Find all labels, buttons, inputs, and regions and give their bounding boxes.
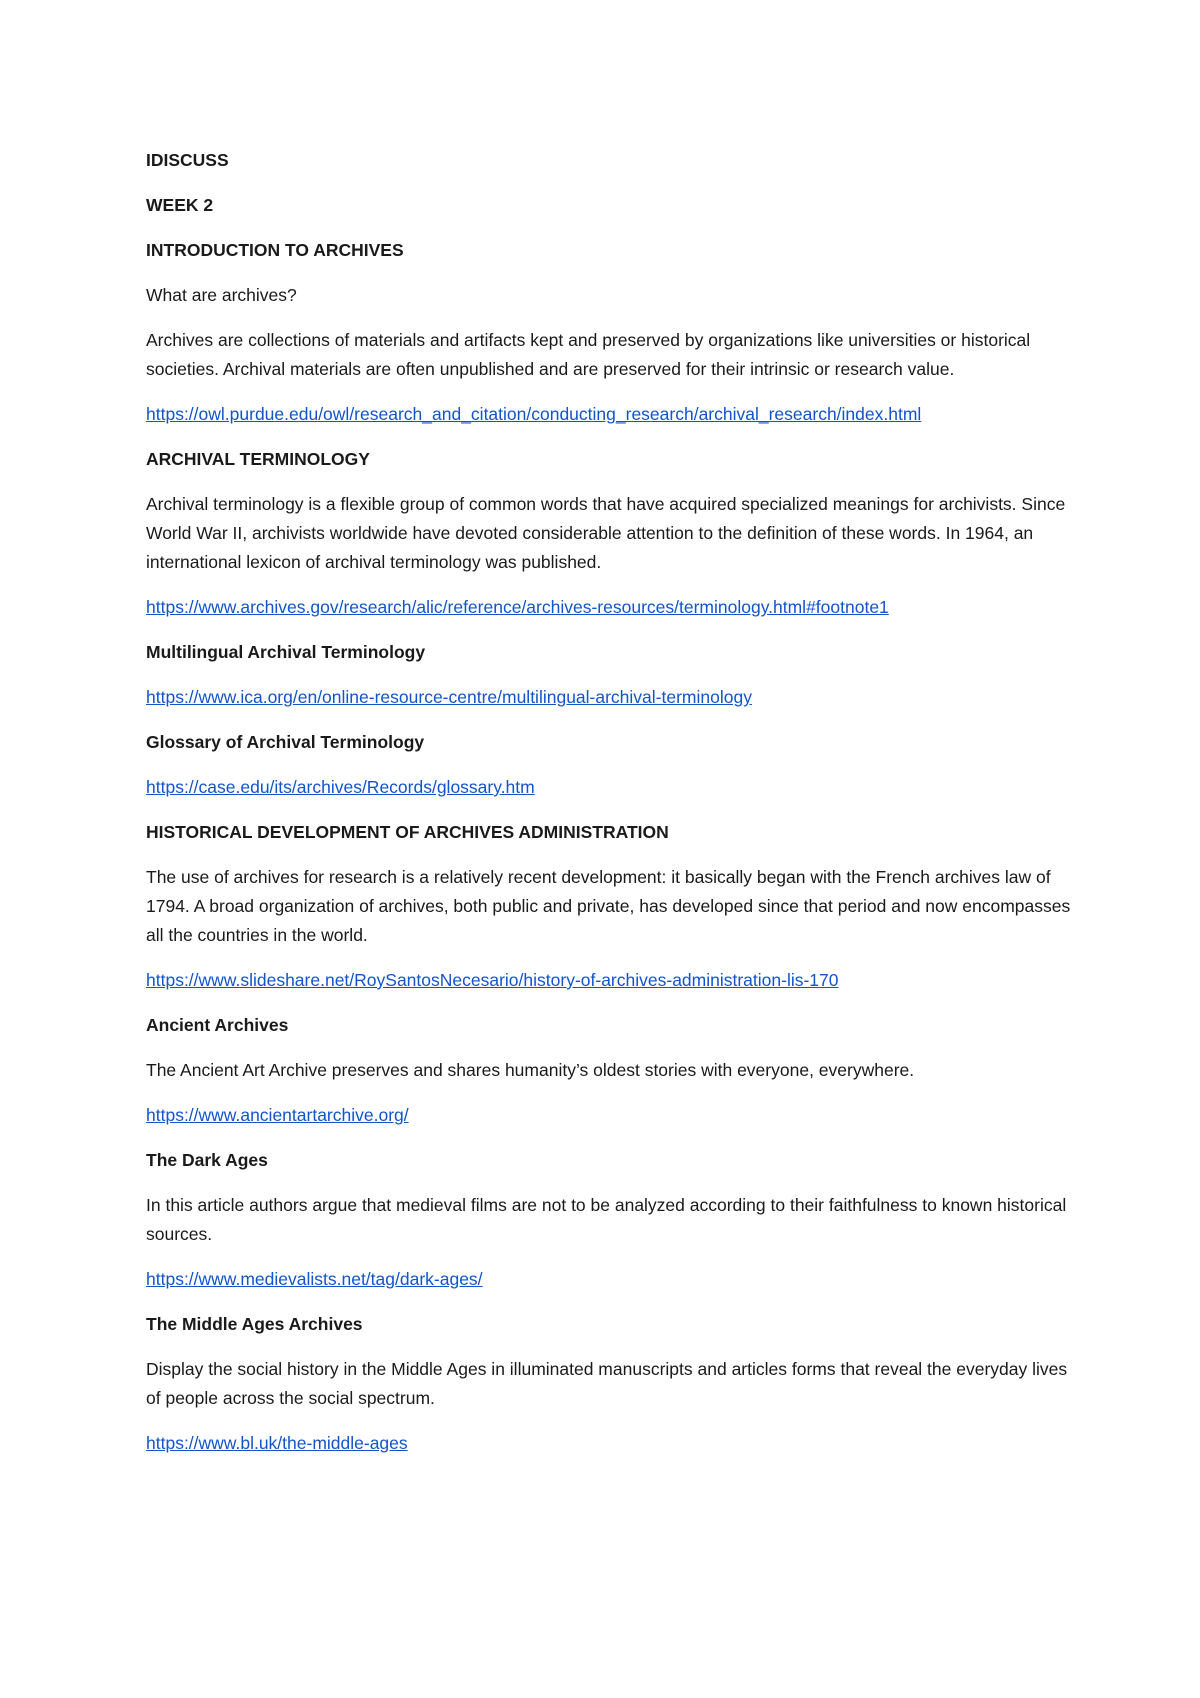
link-archives-gov[interactable]: https://www.archives.gov/research/alic/reference/archives-resources/terminology.html#footnote1 — [146, 597, 889, 617]
heading-middle-ages: The Middle Ages Archives — [146, 1314, 363, 1334]
link-ica[interactable]: https://www.ica.org/en/online-resource-centre/multilingual-archival-terminology — [146, 687, 752, 707]
heading-dark-ages: The Dark Ages — [146, 1150, 268, 1170]
heading-historical-development: HISTORICAL DEVELOPMENT OF ARCHIVES ADMINISTRATION — [146, 822, 669, 842]
link-medievalists[interactable]: https://www.medievalists.net/tag/dark-ages/ — [146, 1269, 483, 1289]
paragraph-ancient: The Ancient Art Archive preserves and shares humanity’s oldest stories with everyone, everywhere. — [146, 1060, 915, 1080]
link-ancientartarchive[interactable]: https://www.ancientartarchive.org/ — [146, 1105, 409, 1125]
heading-introduction: INTRODUCTION TO ARCHIVES — [146, 240, 404, 260]
doc-title-week: WEEK 2 — [146, 195, 214, 215]
paragraph-dark-ages: In this article authors argue that medieval films are not to be analyzed according to their faithfulness to known historical sources. — [146, 1195, 1067, 1244]
paragraph-archives-definition: Archives are collections of materials and artifacts kept and preserved by organizations like universities or historical societies. Archival materials are often unpublished and are preserved for their intrinsic or research value. — [146, 330, 1031, 379]
link-bl-uk[interactable]: https://www.bl.uk/the-middle-ages — [146, 1433, 408, 1453]
heading-multilingual: Multilingual Archival Terminology — [146, 642, 426, 662]
paragraph-middle-ages: Display the social history in the Middle Ages in illuminated manuscripts and articles forms that reveal the everyday lives of people across the social spectrum. — [146, 1359, 1068, 1408]
heading-archival-terminology: ARCHIVAL TERMINOLOGY — [146, 449, 370, 469]
heading-ancient-archives: Ancient Archives — [146, 1015, 289, 1035]
paragraph-terminology: Archival terminology is a flexible group of common words that have acquired specialized meanings for archivists. Since World War II, archivists worldwide have devoted considerable attention to the definition of these words. In 1964, an international lexicon of archival terminology was published. — [146, 494, 1066, 572]
link-slideshare[interactable]: https://www.slideshare.net/RoySantosNecesario/history-of-archives-administration-lis-170 — [146, 970, 839, 990]
link-case-edu[interactable]: https://case.edu/its/archives/Records/glossary.htm — [146, 777, 535, 797]
heading-glossary: Glossary of Archival Terminology — [146, 732, 425, 752]
question-what-are-archives: What are archives? — [146, 285, 297, 305]
paragraph-history: The use of archives for research is a relatively recent development: it basically began with the French archives law of 1794. A broad organization of archives, both public and private, has developed since that period and now encompasses all the countries in the world. — [146, 867, 1071, 945]
link-purdue-owl[interactable]: https://owl.purdue.edu/owl/research_and_citation/conducting_research/archival_research/index.html — [146, 404, 922, 424]
document-page — [146, 146, 1076, 1474]
doc-title-idiscuss: IDISCUSS — [146, 150, 229, 170]
